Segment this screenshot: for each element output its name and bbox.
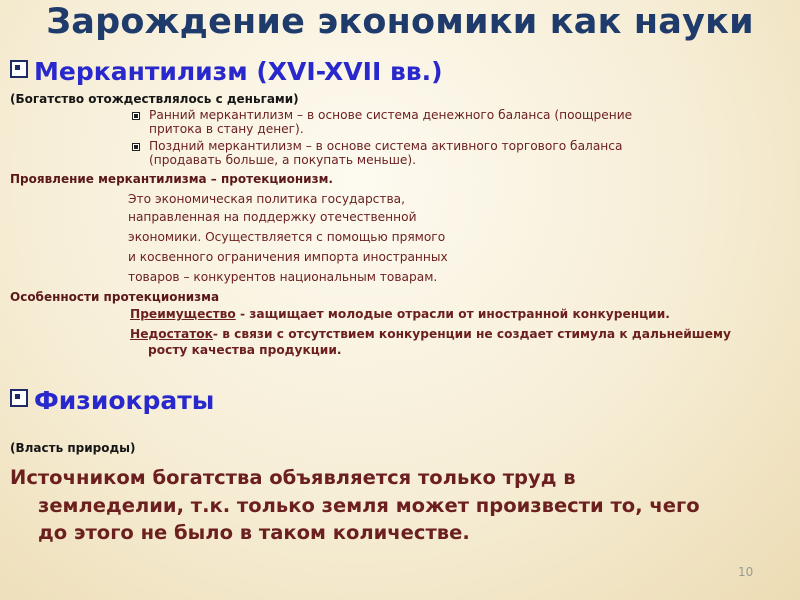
bullet-item-early — [132, 108, 632, 136]
page-number: 10 — [738, 565, 754, 579]
bullet-line: притока в стану денег). — [149, 122, 304, 136]
slide-title: Зарождение экономики как науки — [46, 2, 754, 42]
physiocrats-heading-text: Физиократы — [34, 386, 215, 415]
disadvantage-term: Недостаток — [130, 327, 213, 341]
features-label: Особенности протекционизма — [10, 290, 220, 304]
bullet-item-late — [132, 139, 622, 167]
disadvantage-text: - в связи с отсутствием конкуренции не создает стимула к дальнейшему — [212, 327, 731, 341]
square-bullet-icon — [132, 112, 140, 120]
disadvantage-line — [130, 327, 731, 341]
definition-line: направленная на поддержку отечественной — [128, 210, 417, 224]
square-bullet-icon — [132, 143, 140, 151]
definition-line: экономики. Осуществляется с помощью прямого — [128, 230, 446, 244]
physiocrats-note: (Власть природы) — [10, 441, 136, 455]
statement-line: до этого не было в таком количестве. — [38, 521, 470, 544]
mercantilism-heading-text: Меркантилизм (XVI-XVII вв.) — [34, 57, 443, 86]
statement-line: земледелии, т.к. только земля может произвести то, чего — [38, 494, 700, 517]
bullet-line: Ранний меркантилизм – в основе система денежного баланса (поощрение — [149, 108, 633, 122]
protectionism-label: Проявление меркантилизма – протекционизм. — [10, 172, 333, 186]
mercantilism-note: (Богатство отождествлялось с деньгами) — [10, 92, 299, 106]
bullet-line: Поздний меркантилизм – в основе система активного торгового баланса — [149, 139, 623, 153]
checkbox-bullet-icon — [10, 60, 28, 78]
definition-line: и косвенного ограничения импорта иностранных — [128, 250, 448, 264]
definition-line: товаров – конкурентов национальным товарам. — [128, 270, 438, 284]
physiocrats-heading — [10, 386, 214, 415]
disadvantage-line-2: росту качества продукции. — [148, 343, 342, 357]
advantage-line — [130, 307, 670, 321]
statement-line: Источником богатства объявляется только труд в — [10, 466, 576, 489]
bullet-line: (продавать больше, а покупать меньше). — [149, 153, 417, 167]
definition-line: Это экономическая политика государства, — [128, 192, 406, 206]
mercantilism-heading — [10, 57, 443, 86]
checkbox-bullet-icon — [10, 389, 28, 407]
advantage-text: - защищает молодые отрасли от иностранной конкуренции. — [235, 307, 670, 321]
advantage-term: Преимущество — [130, 307, 236, 321]
